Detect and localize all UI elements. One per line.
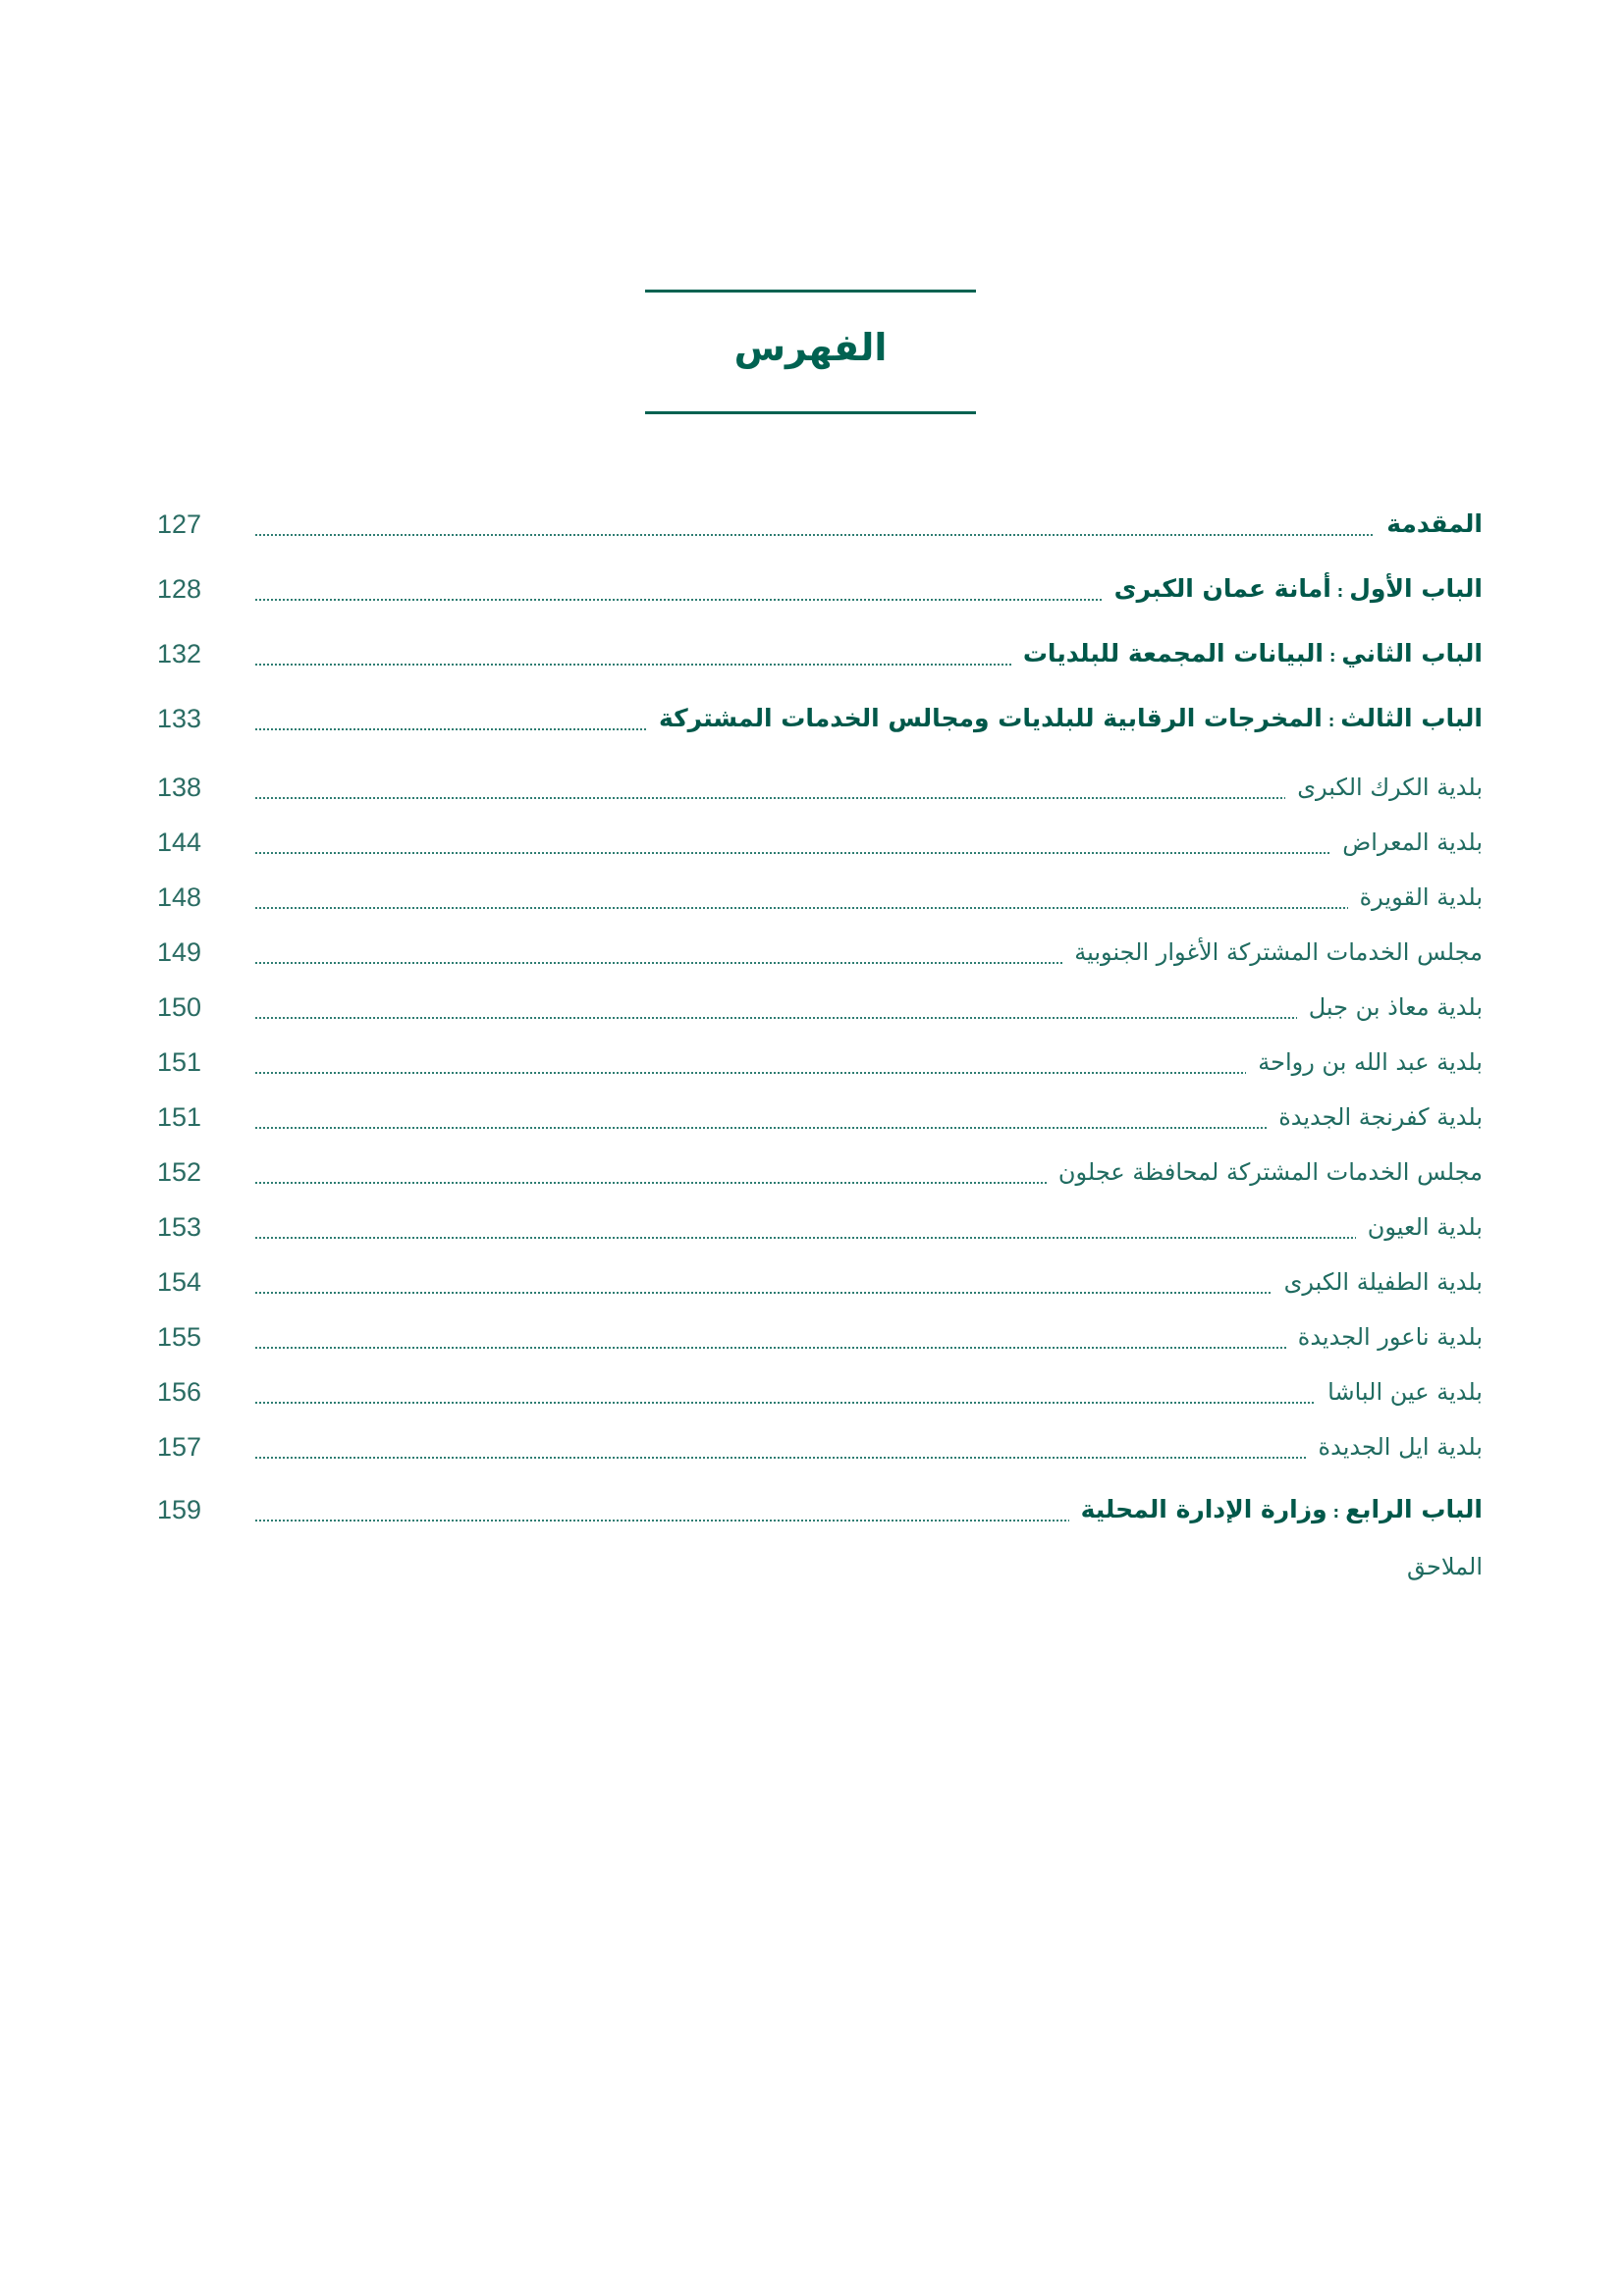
- toc-entry-label: بلدية عين الباشا: [1316, 1370, 1483, 1414]
- toc-entry-label: بلدية المعراض: [1330, 821, 1483, 864]
- toc-page-number: 154: [157, 1267, 202, 1297]
- toc-entry-chapter-2[interactable]: [157, 632, 1483, 675]
- toc-chapter-prefix: الباب الثالث: [1340, 704, 1483, 732]
- toc-entry-label: بلدية ناعور الجديدة: [1286, 1315, 1483, 1359]
- toc-dot-leader: [255, 907, 1483, 909]
- toc-entry[interactable]: [157, 1425, 1483, 1468]
- toc-page-number: 153: [157, 1212, 202, 1242]
- toc-dot-leader: [255, 852, 1483, 854]
- toc-entry-label: بلدية الطفيلة الكبرى: [1272, 1260, 1483, 1304]
- toc-page-number: 152: [157, 1157, 202, 1187]
- toc-page-number: 127: [157, 509, 202, 539]
- toc-separator: :: [1336, 582, 1344, 601]
- toc-entry[interactable]: [157, 986, 1483, 1029]
- toc-dot-leader: [255, 1237, 1483, 1239]
- toc-label-text: أمانة عمان الكبرى: [1113, 574, 1331, 603]
- toc-entry-label: الملاحق: [1395, 1545, 1483, 1588]
- toc-entry[interactable]: [157, 821, 1483, 864]
- toc-page-number: 144: [157, 828, 202, 857]
- toc-entry-chapter-1[interactable]: [157, 567, 1483, 611]
- toc-separator: :: [1328, 647, 1336, 666]
- toc-entry-appendices[interactable]: [157, 1545, 1483, 1588]
- toc-page-number: 151: [157, 1047, 202, 1077]
- page-title: الفهرس: [733, 326, 888, 369]
- toc-page-number: 150: [157, 992, 202, 1022]
- toc-entry-label: بلدية ايل الجديدة: [1307, 1425, 1483, 1468]
- toc-chapter-prefix: الباب الثاني: [1341, 639, 1483, 667]
- toc-entry[interactable]: [157, 1041, 1483, 1084]
- toc-dot-leader: [255, 534, 1483, 536]
- toc-entry-label: مجلس الخدمات المشتركة لمحافظة عجلون: [1047, 1150, 1483, 1194]
- toc-entry[interactable]: [157, 1315, 1483, 1359]
- toc-page-number: 132: [157, 639, 202, 668]
- toc-entry-label: [1011, 632, 1483, 678]
- toc-entry-label: بلدية كفرنجة الجديدة: [1267, 1095, 1483, 1139]
- toc-entry-label: [1069, 1488, 1483, 1534]
- table-of-contents: [157, 0, 1483, 2296]
- toc-separator: :: [1332, 1503, 1340, 1522]
- toc-page-number: 148: [157, 882, 202, 912]
- toc-entry[interactable]: [157, 1150, 1483, 1194]
- toc-page-number: 151: [157, 1102, 202, 1132]
- toc-page-number: 133: [157, 704, 202, 733]
- toc-label-text: البيانات المجمعة للبلديات: [1022, 639, 1324, 667]
- toc-chapter-prefix: الباب الأول: [1349, 574, 1483, 603]
- toc-entry[interactable]: [157, 1370, 1483, 1414]
- toc-entry-introduction[interactable]: [157, 503, 1483, 546]
- toc-entry-chapter-4[interactable]: [157, 1488, 1483, 1531]
- toc-entry-label: بلدية معاذ بن جبل: [1297, 986, 1483, 1029]
- toc-page-number: 138: [157, 773, 202, 802]
- toc-entry[interactable]: [157, 1260, 1483, 1304]
- toc-entry-label: بلدية الكرك الكبرى: [1285, 766, 1483, 809]
- toc-entry-label: [1375, 503, 1483, 546]
- toc-dot-leader: [255, 1457, 1483, 1459]
- toc-entry-label: مجلس الخدمات المشتركة الأغوار الجنوبية: [1062, 931, 1483, 974]
- toc-page-number: 159: [157, 1495, 202, 1524]
- toc-page-number: 157: [157, 1432, 202, 1462]
- toc-page-number: 155: [157, 1322, 202, 1352]
- toc-dot-leader: [255, 1402, 1483, 1404]
- toc-label-text: المقدمة: [1386, 509, 1483, 538]
- toc-entry-label: [1103, 567, 1483, 614]
- toc-label-text: المخرجات الرقابية للبلديات ومجالس الخدمات المشتركة: [658, 704, 1323, 732]
- toc-entry[interactable]: [157, 931, 1483, 974]
- toc-entry[interactable]: [157, 1095, 1483, 1139]
- toc-entry[interactable]: [157, 876, 1483, 919]
- toc-entry[interactable]: [157, 1205, 1483, 1249]
- toc-entry-label: بلدية العيون: [1356, 1205, 1483, 1249]
- toc-page-number: 156: [157, 1377, 202, 1407]
- toc-entry[interactable]: [157, 766, 1483, 809]
- toc-label-text: وزارة الإدارة المحلية: [1080, 1495, 1327, 1523]
- toc-entry-label: بلدية القويرة: [1348, 876, 1483, 919]
- toc-entry-label: [647, 697, 1483, 743]
- toc-separator: :: [1327, 712, 1335, 730]
- toc-entry-label: بلدية عبد الله بن رواحة: [1246, 1041, 1483, 1084]
- toc-chapter-prefix: الباب الرابع: [1345, 1495, 1483, 1523]
- toc-page-number: 128: [157, 574, 202, 604]
- toc-page-number: 149: [157, 937, 202, 967]
- toc-entry-chapter-3[interactable]: [157, 697, 1483, 740]
